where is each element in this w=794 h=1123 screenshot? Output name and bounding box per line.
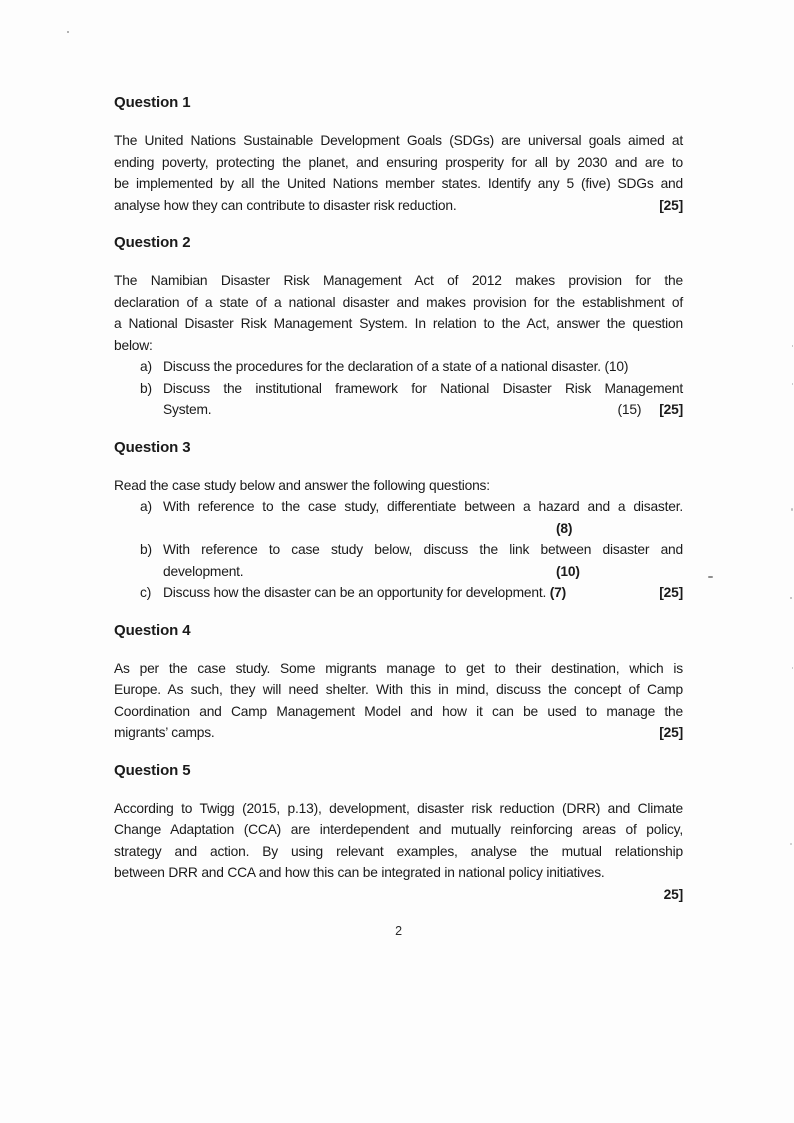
marks-right (659, 582, 683, 604)
text-line (114, 313, 683, 335)
line-text: below: (114, 337, 153, 353)
line-text: between DRR and CCA and how this can be integrated in national policy initiatives. (114, 865, 605, 880)
part-marks: (15) (617, 402, 642, 417)
text-line (114, 722, 683, 744)
text-line (114, 679, 683, 701)
text-line (114, 399, 683, 421)
scan-speck (790, 597, 792, 599)
scan-speck (67, 31, 69, 33)
line-text: The Namibian Disaster Risk Management Act of 2012 makes provision for the (114, 273, 683, 288)
text-line (114, 539, 683, 561)
line-text: a National Disaster Risk Management System. In relation to the Act, answer the question (114, 316, 683, 331)
total-marks: [25] (659, 725, 683, 740)
line-text: development. (163, 563, 244, 579)
text-line (114, 658, 683, 680)
total-marks: 25] (663, 886, 683, 902)
list-letter: a) (140, 499, 152, 514)
line-text: As per the case study. Some migrants manage to get to their destination, which is (114, 660, 683, 676)
question-block-3 (114, 437, 683, 604)
text-line (114, 798, 683, 820)
questions-container (114, 0, 683, 943)
line-text: Discuss the institutional framework for National Disaster Risk Management (163, 380, 683, 396)
question-heading: Question 3 (114, 438, 191, 456)
marks-right (659, 195, 683, 217)
list-letter: b) (140, 380, 152, 396)
question-block-2 (114, 232, 683, 421)
scan-speck (791, 508, 793, 511)
scan-speck (708, 576, 713, 578)
text-line (114, 841, 683, 863)
scan-speck (792, 383, 793, 385)
marks-right (659, 722, 683, 744)
inline-marks: (7) (546, 585, 567, 600)
text-line (114, 173, 683, 195)
scan-speck (790, 843, 792, 845)
total-marks: [25] (659, 402, 683, 417)
text-line (114, 270, 683, 292)
page-number: 2 (395, 924, 402, 938)
text-line (114, 378, 683, 400)
list-letter: a) (140, 359, 152, 374)
text-line (114, 819, 683, 841)
question-heading: Question 5 (114, 761, 191, 779)
list-letter: b) (140, 542, 152, 557)
text-line (114, 862, 683, 884)
question-block-1 (114, 92, 683, 216)
line-text: be implemented by all the United Nations member states. Identify any 5 (five) SDGs and (114, 176, 683, 191)
sub-marks: (8) (556, 520, 573, 536)
line-text: With reference to case study below, discuss the link between disaster and (163, 542, 683, 557)
text-line (114, 884, 683, 906)
text-line (114, 582, 683, 604)
scan-speck (792, 345, 793, 347)
line-text: Coordination and Camp Management Model and how it can be used to manage the (114, 703, 683, 719)
question-heading: Question 1 (114, 94, 191, 111)
total-marks: [25] (659, 585, 683, 600)
total-marks: [25] (659, 197, 683, 213)
line-text: The United Nations Sustainable Development Goals (SDGs) are universal goals aimed at (114, 133, 683, 148)
line-text: ending poverty, protecting the planet, and ensuring prosperity for all by 2030 and are to (114, 154, 683, 170)
line-text: Discuss how the disaster can be an opportunity for development. (163, 585, 547, 600)
text-line (114, 356, 683, 378)
line-text: According to Twigg (2015, p.13), development, disaster risk reduction (DRR) and Climate (114, 800, 683, 816)
line-text: Read the case study below and answer the following questions: (114, 477, 490, 493)
scan-speck (792, 667, 793, 669)
text-line (114, 152, 683, 174)
line-text: Europe. As such, they will need shelter. With this in mind, discuss the concept of Camp (114, 682, 683, 697)
text-line (114, 292, 683, 314)
marks-right (664, 884, 683, 906)
text-line (114, 701, 683, 723)
line-text: Discuss the procedures for the declaration of a state of a national disaster. (10) (163, 359, 629, 374)
line-text: declaration of a state of a national disaster and makes provision for the establishment of (114, 294, 683, 310)
question-block-4 (114, 620, 683, 744)
text-line (114, 195, 683, 217)
line-text: strategy and action. By using relevant examples, analyse the mutual relationship (114, 843, 683, 859)
line-text: System. (163, 402, 212, 417)
line-text: Change Adaptation (CCA) are interdependent and mutually reinforcing areas of policy, (114, 822, 683, 837)
question-block-5 (114, 760, 683, 906)
line-text: migrants’ camps. (114, 725, 215, 740)
sub-marks: (10) (556, 563, 580, 579)
question-heading: Question 2 (114, 234, 191, 251)
marks-right (618, 399, 684, 421)
question-heading: Question 4 (114, 621, 191, 639)
text-line (114, 518, 683, 540)
text-line (114, 130, 683, 152)
line-text: analyse how they can contribute to disaster risk reduction. (114, 197, 457, 213)
text-line (114, 335, 683, 357)
list-letter: c) (140, 585, 152, 600)
text-line (114, 475, 683, 497)
text-line (114, 561, 683, 583)
text-line (114, 496, 683, 518)
line-text: With reference to the case study, differentiate between a hazard and a disaster. (163, 499, 683, 514)
